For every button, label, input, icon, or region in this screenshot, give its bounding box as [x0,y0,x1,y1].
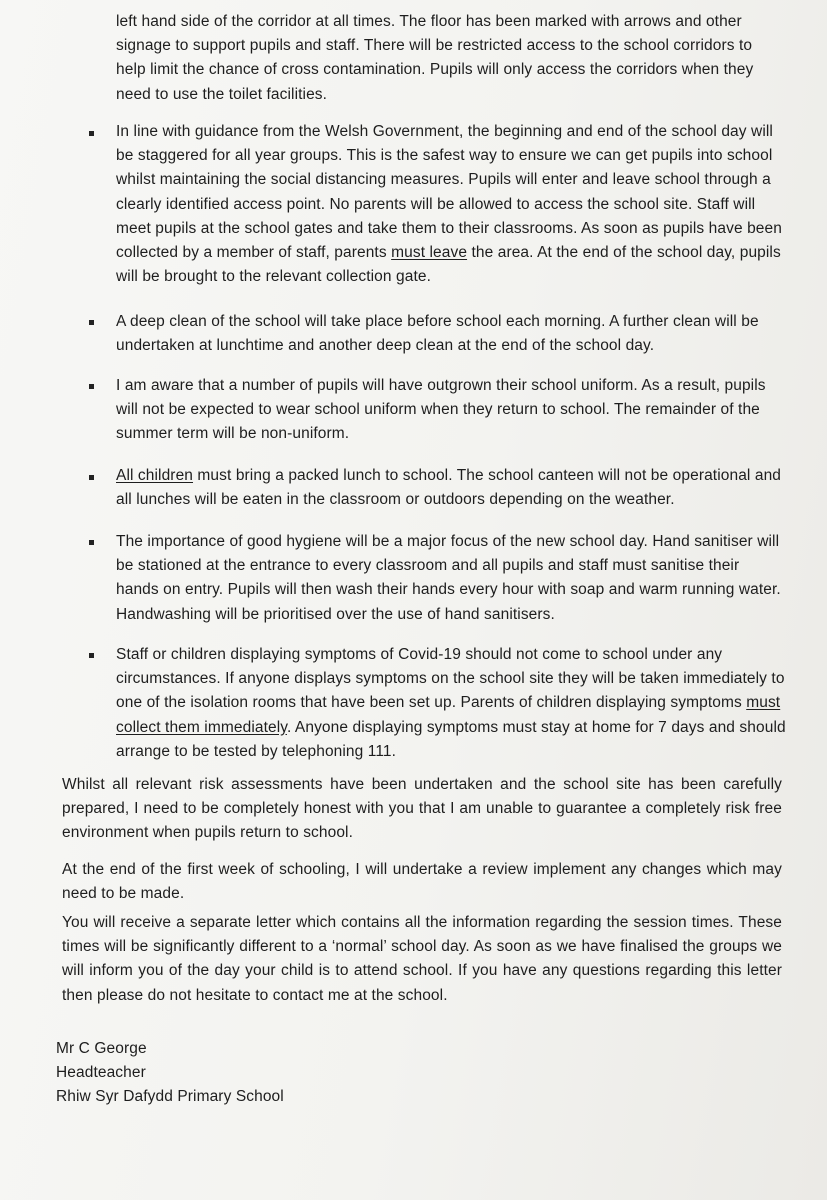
bullet-staggered-text-2: the area. At the end of the school day, pupils will be brought to the relevant collection gate. [116,244,781,286]
bullet-staggered-text-1: In line with guidance from the Welsh Government, the beginning and end of the school day will be staggered for all year groups. This is the safest way to ensure we can get pupils into school whilst maintaining the social distancing measures. Pupils will enter and leave school through a clearly identified access point. No parents will be allowed to access the school site. Staff will meet pupils at the school gates and take them to their classrooms. As soon as pupils have been collected by a member of staff, parents [116,123,782,262]
bullet-symptoms-text-1: Staff or children displaying symptoms of Covid-19 should not come to school under any circumstances. If anyone displays symptoms on the school site they will be taken immediately to one of the isolation rooms that have been set up. Parents of children displaying symptoms [116,646,785,712]
signatory-role: Headteacher [56,1064,146,1082]
bullet-uniform [116,374,786,447]
review-paragraph: At the end of the first week of schooling, I will undertake a review implement any changes which may need to be made. [62,861,782,903]
bullet-lunch-text: must bring a packed lunch to school. The school canteen will not be operational and all lunches will be eaten in the classroom or outdoors depending on the weather. [116,467,782,509]
school-name: Rhiw Syr Dafydd Primary School [56,1088,284,1106]
must-leave-emphasis: must leave [391,244,468,262]
bullet-symptoms [116,643,786,764]
bullet-marker [89,384,94,389]
bullet-staggered [116,120,786,289]
bullet-marker [89,320,94,325]
session-letter-paragraph: You will receive a separate letter which contains all the information regarding the session times. These times will be significantly different to a ‘normal’ school day. As soon as we have finalised the groups we will inform you of the day your child is to attend school. If you have any questions regarding this letter then please do not hesitate to contact me at the school. [62,914,782,1004]
bullet-hygiene [116,530,786,627]
bullet-lunch [116,464,786,512]
risk-paragraph: Whilst all relevant risk assessments have been undertaken and the school site has been carefully prepared, I need to be completely honest with you that I am unable to guarantee a completely risk free environment when pupils return to school. [62,776,782,842]
bullet-marker [89,653,94,658]
must-collect-emphasis: must collect them immediately [116,694,781,736]
bullet-cleaning [116,310,786,358]
bullet-marker [89,540,94,545]
bullet-corridor [116,10,786,107]
all-children-emphasis: All children [116,467,194,484]
bullet-cleaning-text: A deep clean of the school will take place before school each morning. A further clean will be undertaken at lunchtime and another deep clean at the end of the school day. [116,313,759,355]
bullet-marker [89,475,94,480]
bullet-marker [89,131,94,136]
bullet-uniform-text: I am aware that a number of pupils will have outgrown their school uniform. As a result, pupils will not be expected to wear school uniform when they return to school. The remainder of the summer term will be non-uniform. [116,377,766,443]
bullet-symptoms-text-2: . Anyone displaying symptoms must stay at home for 7 days and should arrange to be tested by telephoning 111. [116,718,786,760]
signatory-name: Mr C George [56,1040,147,1057]
signature-block [56,1037,456,1110]
bullet-hygiene-text: The importance of good hygiene will be a major focus of the new school day. Hand sanitiser will be stationed at the entrance to every classroom and all pupils and staff must sanitise their hands on entry. Pupils will then wash their hands every hour with soap and warm running water. Handwashing will be prioritised over the use of hand sanitisers. [116,533,781,623]
bullet-corridor-text: left hand side of the corridor at all times. The floor has been marked with arrows and other signage to support pupils and staff. There will be restricted access to the school corridors to help limit the chance of cross contamination. Pupils will only access the corridors when they need to use the toilet facilities. [116,13,754,103]
